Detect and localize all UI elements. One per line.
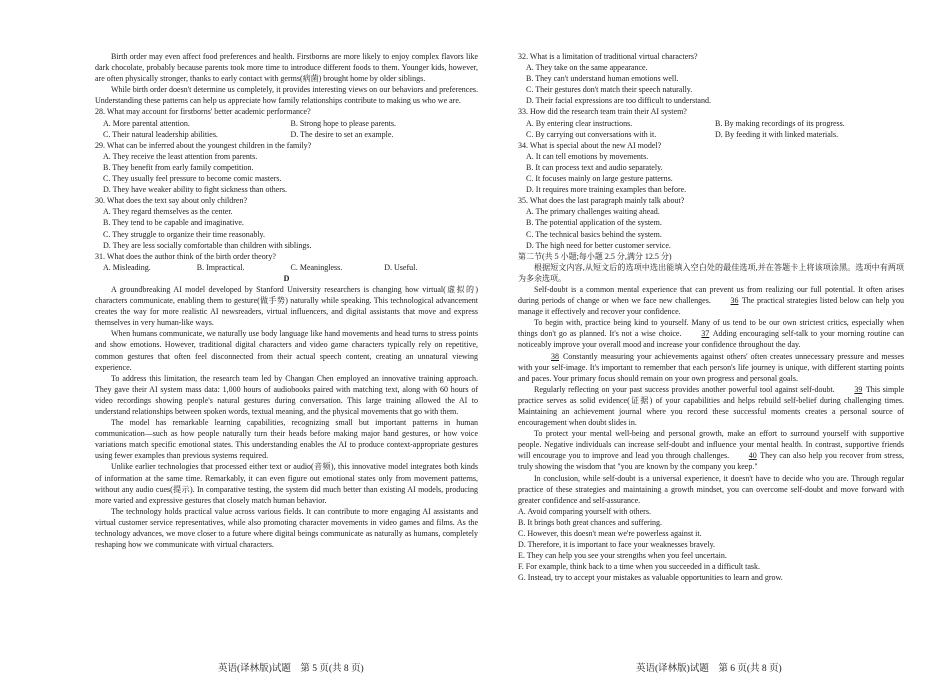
cloze-paragraph bbox=[518, 317, 904, 350]
option[interactable]: A. It can tell emotions by movements. bbox=[526, 151, 649, 161]
cloze-text: Adding encouraging self-talk to your morning routine can noticeably improve your overall mood and increase your confidence throughout the day. bbox=[518, 329, 905, 350]
question-33-options bbox=[518, 129, 904, 140]
cloze-paragraph bbox=[518, 428, 904, 472]
option[interactable]: C. The technical basics behind the system. bbox=[526, 229, 662, 239]
option-f[interactable]: F. For example, think back to a time when you succeeded in a difficult task. bbox=[518, 562, 761, 572]
option[interactable]: C. They struggle to organize their time reasonably. bbox=[103, 229, 266, 239]
option[interactable]: A. More parental attention. bbox=[103, 118, 190, 128]
question-33: 33. How did the research team train their AI system? bbox=[518, 107, 687, 117]
option-a[interactable]: A. Avoid comparing yourself with others. bbox=[518, 506, 651, 516]
option[interactable]: D. They are less socially comfortable than children with siblings. bbox=[103, 240, 312, 250]
section-2-title: 第二节(共 5 小题;每小题 2.5 分,满分 12.5 分) bbox=[518, 251, 672, 261]
option[interactable]: A. They take on the same appearance. bbox=[526, 63, 648, 73]
option[interactable]: B. They can't understand human emotions well. bbox=[526, 74, 679, 84]
option[interactable]: D. Useful. bbox=[384, 262, 418, 272]
option[interactable]: D. The high need for better customer service. bbox=[526, 240, 671, 250]
option[interactable]: C. It focuses mainly on large gesture patterns. bbox=[526, 174, 673, 184]
page-footer-left: 英语(译林版)试题 第 5 页(共 8 页) bbox=[218, 664, 364, 674]
option-e[interactable]: E. They can help you see your strengths when you feel uncertain. bbox=[518, 551, 727, 561]
question-31-options bbox=[95, 262, 478, 273]
cloze-paragraph bbox=[518, 284, 904, 317]
question-35: 35. What does the last paragraph mainly talk about? bbox=[518, 196, 685, 206]
option-c[interactable]: C. However, this doesn't mean we're powerless against it. bbox=[518, 529, 702, 539]
blank-38[interactable]: 38 bbox=[551, 351, 559, 361]
passage-d-paragraph: When humans communicate, we naturally use body language like hand movements and head turns to stress points and show emotions. However, traditional digital characters and video game characters typically rely on repetitive, common gestures that often feel disconnected from their actual speech content, creating an unnatural viewing experience. bbox=[95, 329, 478, 372]
blank-37[interactable]: 37 bbox=[701, 329, 710, 339]
question-28-options bbox=[95, 118, 478, 129]
cloze-text: To protect your mental well-being and personal growth, make an effort to surround yourself with supportive people. Negative individuals can increase self-doubt and influence your mental health. In contrast, supportive friends will encourage you to improve and lead you through challenges. bbox=[518, 429, 904, 461]
option[interactable]: D. The desire to set an example. bbox=[290, 129, 394, 139]
section-d-heading: D bbox=[283, 273, 290, 283]
cloze-paragraph: In conclusion, while self-doubt is a universal experience, it doesn't have to decide who you are. Through regular practice of these strategies and maintaining a growth mindset, you can overcome self-doubt and move forward with greater confidence and self-assurance. bbox=[518, 473, 904, 505]
question-32: 32. What is a limitation of traditional virtual characters? bbox=[518, 52, 698, 61]
option[interactable]: B. It can process text and audio separately. bbox=[526, 162, 663, 172]
cloze-text: To begin with, practice being kind to yourself. Many of us tend to be our own strictest critics, especially when things don't go as planned. It's not a wise choice. bbox=[518, 318, 904, 339]
cloze-text: They can also help you recover from stress, truly showing the wisdom that "you are known by the company you keep." bbox=[518, 451, 904, 472]
option[interactable]: B. The potential application of the system. bbox=[526, 218, 662, 228]
option[interactable]: C. Their natural leadership abilities. bbox=[103, 129, 218, 139]
question-29: 29. What can be inferred about the youngest children in the family? bbox=[95, 140, 312, 150]
option[interactable]: D. By feeding it with linked materials. bbox=[715, 129, 839, 139]
cloze-paragraph bbox=[518, 351, 904, 384]
question-30: 30. What does the text say about only children? bbox=[95, 196, 248, 206]
passage-d-paragraph: The model has remarkable learning capabilities, recognizing small but important patterns in human communication—such as how people naturally turn their heads before making major hand gestures, or how voice variations match specific emotional states. This understanding enables the AI to produce context-appropriate gestures using fewer examples than previous systems required. bbox=[95, 418, 478, 461]
passage-d-paragraph: The technology holds practical value across various fields. It can contribute to more engaging AI assistants and virtual customer service representatives, while also promoting character movements in video games and films. As the technology advances, we move closer to a future where digital beings communicate as naturally as humans, completely reshaping how we communicate with virtual characters. bbox=[95, 506, 478, 550]
section-2-instructions: 根据短文内容,从短文后的选项中选出能填入空白处的最佳选项,并在答题卡上将该项涂黑。选项中有两项为多余选项。 bbox=[518, 262, 904, 283]
option[interactable]: B. They tend to be capable and imaginative. bbox=[103, 218, 244, 228]
passage-d-paragraph: Unlike earlier technologies that processed either text or audio(音频), this innovative model integrates both kinds of information at the same time. Remarkably, it can even figure out emotional states only from movement patterns, without any audio cues(提示). In comparative testing, the system did much better than existing AI models, producing more varied and expressive gestures that closely match human behavior. bbox=[95, 462, 478, 505]
cloze-text: Constantly measuring your achievements against others' often creates unnecessary pressure and messes with your self-image. It's important to remember that each person's life journey is unique, with different starting points and paces. Your primary focus should remain on your own progress and personal goals. bbox=[518, 351, 905, 383]
question-31: 31. What does the author think of the birth order theory? bbox=[95, 251, 276, 261]
option-b[interactable]: B. It brings both great chances and suffering. bbox=[518, 517, 663, 527]
cloze-paragraph bbox=[518, 384, 904, 428]
blank-39[interactable]: 39 bbox=[854, 384, 863, 394]
passage-d-paragraph: A groundbreaking AI model developed by Stanford University researchers is changing how virtual(虚拟的) characters communicate, enabling them to gesture(做手势) naturally while speaking. This technological advancement creates the way for more realistic AI newsreaders, virtual influencers, and digital assistants that move and express themselves in very human-like ways. bbox=[95, 284, 478, 328]
option[interactable]: C. Meaningless. bbox=[290, 262, 343, 272]
page-footer-right: 英语(译林版)试题 第 6 页(共 8 页) bbox=[636, 664, 782, 674]
option[interactable]: B. By making recordings of its progress. bbox=[715, 118, 845, 128]
option[interactable]: A. Misleading. bbox=[103, 262, 151, 272]
cloze-text: Regularly reflecting on your past success provides another powerful tool against self-doubt. bbox=[534, 384, 835, 394]
option[interactable]: C. By carrying out conversations with it. bbox=[526, 129, 657, 139]
blank-40[interactable]: 40 bbox=[748, 451, 757, 461]
passage-c-paragraph: While birth order doesn't determine us completely, it provides interesting views on our behaviors and preferences. Understanding these patterns can help us appreciate how family relationships contribute to making us who we are. bbox=[95, 85, 478, 106]
option[interactable]: A. The primary challenges waiting ahead. bbox=[526, 207, 660, 217]
option[interactable]: D. Their facial expressions are too difficult to understand. bbox=[526, 96, 711, 106]
option-g[interactable]: G. Instead, try to accept your mistakes as valuable opportunities to learn and grow. bbox=[518, 573, 783, 583]
option[interactable]: A. They regard themselves as the center. bbox=[103, 207, 233, 217]
question-28: 28. What may account for firstborns' better academic performance? bbox=[95, 107, 311, 117]
option[interactable]: B. Impractical. bbox=[196, 262, 245, 272]
question-34: 34. What is special about the new AI model? bbox=[518, 140, 662, 150]
option[interactable]: A. They receive the least attention from parents. bbox=[103, 151, 258, 161]
cloze-text: Self-doubt is a common mental experience that can prevent us from realizing our full potential. It often arises during periods of change or when we face new challenges. bbox=[518, 284, 904, 306]
option[interactable]: B. Strong hope to please parents. bbox=[290, 118, 397, 128]
passage-d-paragraph: To address this limitation, the research team led by Changan Chen employed an innovative training approach. They gave their AI system mass data: 1,000 hours of audiobooks paired with matching text, along with 60 hours of video recordings showing people's natural gestures during conversation. This large training allowed the AI to understand relationships between spoken words, textual meaning, and the physical movements that go with them. bbox=[95, 373, 478, 416]
cloze-text: The practical strategies listed below can help you manage it effectively and recover your confidence. bbox=[518, 296, 905, 317]
right-column bbox=[518, 51, 904, 584]
blank-36[interactable]: 36 bbox=[730, 296, 739, 306]
left-column bbox=[95, 51, 478, 550]
option[interactable]: C. Their gestures don't match their speech naturally. bbox=[526, 85, 693, 95]
option[interactable]: D. They have weaker ability to fight sickness than others. bbox=[103, 185, 288, 195]
option[interactable]: C. They usually feel pressure to become comic masters. bbox=[103, 174, 282, 184]
option-d[interactable]: D. Therefore, it is important to face your weaknesses bravely. bbox=[518, 540, 716, 550]
cloze-text: This simple practice serves as solid evidence(证据) of your capabilities and helps rebuild self-belief during challenging times. Maintaining an achievement journal where you record these successful moments creates a personal source of encouragement when doubt slides in. bbox=[518, 384, 905, 428]
option[interactable]: B. They benefit from early family competition. bbox=[103, 162, 254, 172]
passage-c-paragraph: Birth order may even affect food preferences and health. Firstborns are more likely to enjoy complex flavors like dark chocolate, probably because parents took more time to introduce different foods to them. Younger kids, however, are often physically stronger, thanks to early contact with germs(病菌) brought home by older siblings. bbox=[95, 52, 478, 84]
question-28-options bbox=[95, 129, 478, 140]
question-33-options bbox=[518, 118, 904, 129]
option[interactable]: D. It requires more training examples than before. bbox=[526, 185, 687, 195]
option[interactable]: A. By entering clear instructions. bbox=[526, 118, 633, 128]
